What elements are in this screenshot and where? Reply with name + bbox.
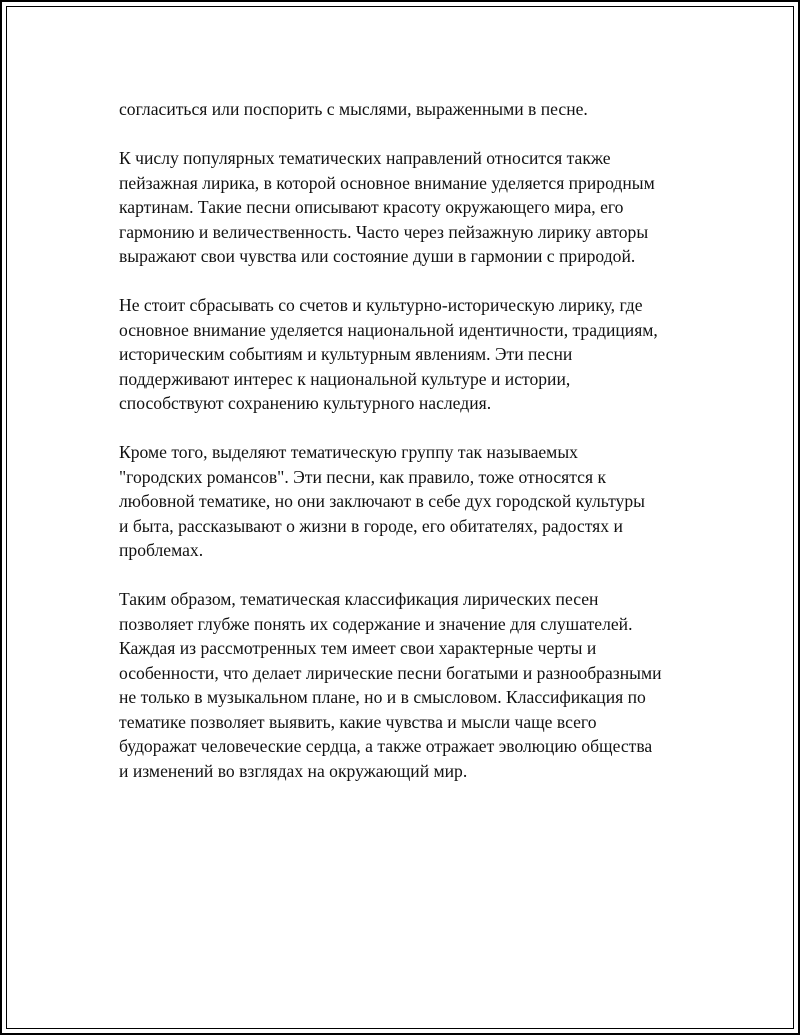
paragraph-1: [119, 97, 719, 122]
text-line: поддерживают интерес к национальной культуре и истории,: [119, 368, 571, 389]
text-line: историческим событиям и культурным явлениям. Эти песни: [119, 344, 573, 364]
text-line: К числу популярных тематических направлений относится также: [119, 148, 611, 168]
paragraph-5: [119, 587, 719, 783]
text-line: Каждая из рассмотренных тем имеет свои характерные черты и: [119, 638, 597, 658]
text-line: Кроме того, выделяют тематическую группу так называемых: [119, 442, 578, 462]
document-body: [119, 97, 719, 808]
text-line: не только в музыкальном плане, но и в смысловом. Классификация по: [119, 687, 646, 707]
text-line: основное внимание уделяется национальной идентичности, традициям,: [119, 319, 658, 340]
text-line: будоражат человеческие сердца, а также отражает эволюцию общества: [119, 736, 653, 756]
text-line: проблемах.: [119, 540, 204, 560]
text-line: пейзажная лирика, в которой основное внимание уделяется природным: [119, 172, 655, 193]
text-line: способствуют сохранению культурного наследия.: [119, 393, 492, 413]
text-line: любовной тематике, но они заключают в себе дух городской культуры: [119, 491, 645, 511]
text-line: Не стоит сбрасывать со счетов и культурно-историческую лирику, где: [119, 295, 643, 315]
text-line: и быта, рассказывают о жизни в городе, его обитателях, радостях и: [119, 515, 623, 536]
paragraph-2: [119, 146, 719, 269]
paragraph-4: [119, 440, 719, 563]
text-line: "городских романсов". Эти песни, как правило, тоже относятся к: [119, 466, 607, 487]
text-line: картинам. Такие песни описывают красоту окружающего мира, его: [119, 197, 624, 217]
text-line: согласиться или поспорить с мыслями, выраженными в песне.: [119, 99, 588, 119]
text-line: Таким образом, тематическая классификация лирических песен: [119, 589, 599, 609]
text-line: и изменений во взглядах на окружающий мир.: [119, 760, 468, 781]
paragraph-3: [119, 293, 719, 416]
text-line: позволяет глубже понять их содержание и значение для слушателей.: [119, 613, 633, 634]
text-line: особенности, что делает лирические песни богатыми и разнообразными: [119, 662, 662, 683]
text-line: тематике позволяет выявить, какие чувства и мысли чаще всего: [119, 711, 597, 732]
text-line: выражают свои чувства или состояние души в гармонии с природой.: [119, 246, 636, 266]
text-line: гармонию и величественность. Часто через пейзажную лирику авторы: [119, 221, 649, 242]
